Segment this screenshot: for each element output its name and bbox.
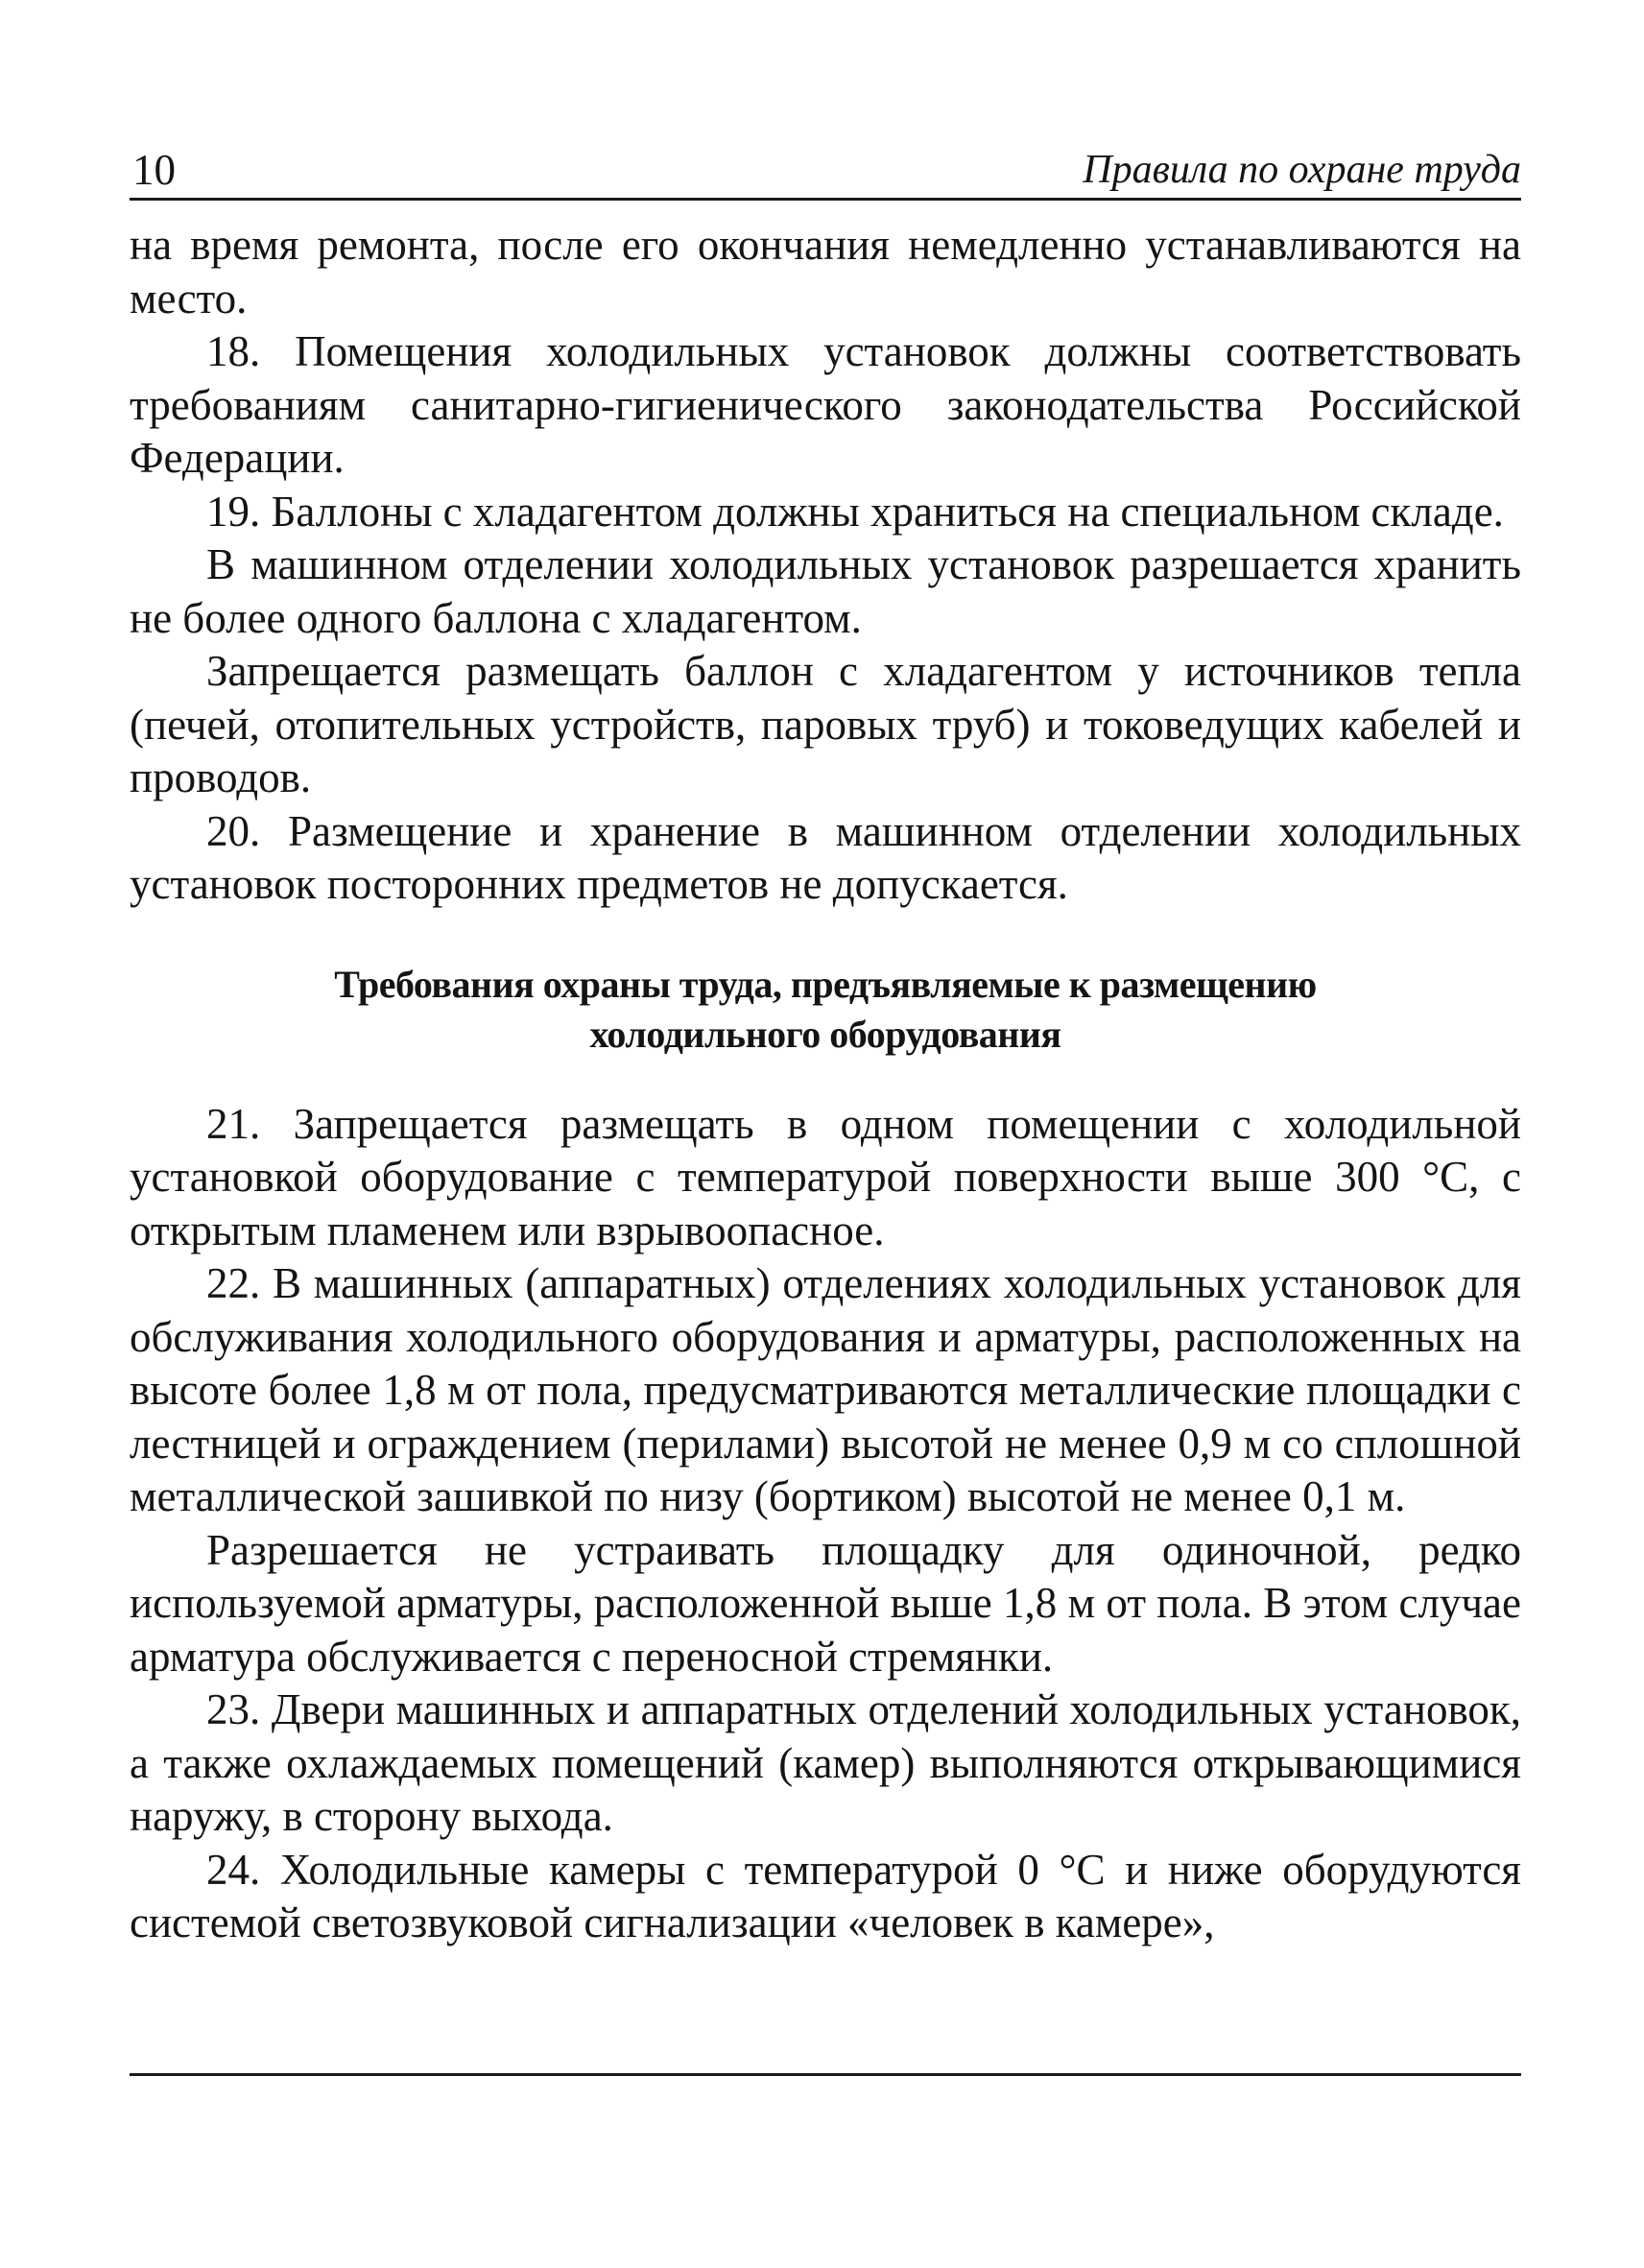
section-heading	[130, 960, 1521, 1060]
page-number: 10	[132, 146, 176, 194]
paragraph-platform-exception: Разрешается не устраивать площадку для одиночной, редко используемой арматуры, расположенной выше 1,8 м от пола. В этом случае арматура обслуживается с переносной стремянки.	[130, 1525, 1521, 1681]
paragraph-placement-prohibition: Запрещается размещать баллон с хладагентом у источников тепла (печей, отопительных устройств, паровых труб) и токоведущих кабелей и проводов.	[130, 647, 1521, 801]
paragraph-item-24: 24. Холодильные камеры с температурой 0 °С и ниже оборудуются системой светозвуковой сигнализации «человек в камере»,	[130, 1845, 1521, 1946]
paragraph-item-22: 22. В машинных (аппаратных) отделениях холодильных установок для обслуживания холодильного оборудования и арматуры, расположенных на высоте более 1,8 м от пола, предусматриваются металлические площадки с лестницей и ограждением (перилами) высотой не менее 0,9 м со сплошной металлической зашивкой по низу (бортиком) высотой не менее 0,1 м.	[130, 1259, 1521, 1520]
paragraph-item-23: 23. Двери машинных и аппаратных отделений холодильных установок, а также охлаждаемых помещений (камер) выполняются открывающимися наружу, в сторону выхода.	[130, 1685, 1521, 1840]
section-heading-line-2: холодильного оборудования	[589, 1012, 1061, 1056]
paragraph-continuation: на время ремонта, после его окончания немедленно устанавливаются на место.	[130, 221, 1521, 322]
section-heading-line-1: Требования охраны труда, предъявляемые к размещению	[334, 962, 1317, 1006]
paragraph-item-18: 18. Помещения холодильных установок должны соответствовать требованиям санитарно-гигиенического законодательства Российской Федерации.	[130, 327, 1521, 482]
footer-rule	[130, 2073, 1521, 2076]
paragraph-item-19: 19. Баллоны с хладагентом должны храниться на специальном складе.	[206, 487, 1504, 536]
body-text	[130, 219, 1521, 1950]
paragraph-storage-limit: В машинном отделении холодильных установок разрешается хранить не более одного баллона с хладагентом.	[130, 540, 1521, 642]
page-header	[130, 144, 1521, 201]
paragraph-item-21: 21. Запрещается размещать в одном помещении с холодильной установкой оборудование с температурой поверхности выше 300 °С, с открытым пламенем или взрывоопасное.	[130, 1099, 1521, 1254]
paragraph-item-20: 20. Размещение и хранение в машинном отделении холодильных установок посторонних предметов не допускается.	[130, 806, 1521, 908]
running-title: Правила по охране труда	[1083, 148, 1521, 192]
